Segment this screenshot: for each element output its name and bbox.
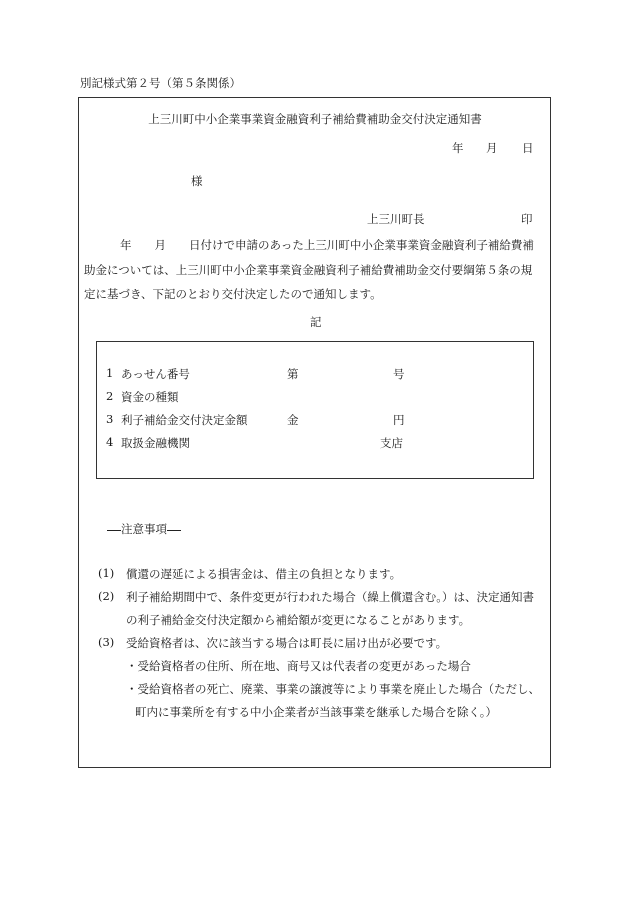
date-year: 年 [452,141,464,155]
detail-label: あっせん番号 [121,367,190,381]
detail-number: 2 [106,389,114,403]
note-3-sub-2-line-2: 町内に事業所を有する中小企業者が当該事業を継承した場合を除く。） [135,705,498,719]
notes-heading [107,521,181,537]
issuer-seal: 印 [521,212,533,226]
body-line-1: 年 月 日付けで申請のあった上三川町中小企業事業資金融資利子補給費補 [120,238,534,252]
note-3-sub-1: ・受給資格者の住所、所在地、商号又は代表者の変更があった場合 [126,659,471,673]
recipient-suffix: 様 [191,174,203,188]
notes-heading-text: 注意事項 [121,522,167,536]
detail-mid: 第 [287,367,299,381]
note-2-line-2: の利子補給金交付決定額から補給額が変更になることがあります。 [126,613,471,627]
detail-number: 1 [106,366,114,380]
date-day: 日 [522,141,534,155]
detail-number: 3 [106,412,114,426]
document-title: 上三川町中小企業事業資金融資利子補給費補助金交付決定通知書 [148,112,482,126]
form-number-label: 別記様式第２号（第５条関係） [80,76,241,90]
note-marker: (2) [98,589,115,603]
details-box [96,341,534,479]
note-3-sub-2-line-1: ・受給資格者の死亡、廃業、事業の譲渡等により事業を廃止した場合（ただし、 [126,682,540,696]
detail-label: 資金の種類 [121,390,179,404]
note-marker: (3) [98,635,115,649]
note-3: 受給資格者は、次に該当する場合は町長に届け出が必要です。 [126,636,448,650]
dash-right [167,530,181,531]
body-line-3: 定に基づき、下記のとおり交付決定したので通知します。 [84,287,382,301]
dash-left [107,530,121,531]
date-month: 月 [486,141,498,155]
body-line-2: 助金については、上三川町中小企業事業資金融資利子補給費補助金交付要綱第５条の規 [84,263,533,277]
note-1: 償還の遅延による損害金は、借主の負担となります。 [126,567,402,581]
detail-right: 円 [393,413,405,427]
detail-right: 支店 [380,436,403,450]
issuer-name: 上三川町長 [367,212,425,226]
detail-label: 取扱金融機関 [121,436,190,450]
detail-right: 号 [393,367,405,381]
detail-label: 利子補給金交付決定金額 [121,413,248,427]
note-marker: (1) [98,566,115,580]
note-2-line-1: 利子補給期間中で、条件変更が行われた場合（繰上償還含む。）は、決定通知書 [126,590,535,604]
detail-number: 4 [106,435,114,449]
detail-mid: 金 [287,413,299,427]
ki-heading: 記 [310,315,322,329]
